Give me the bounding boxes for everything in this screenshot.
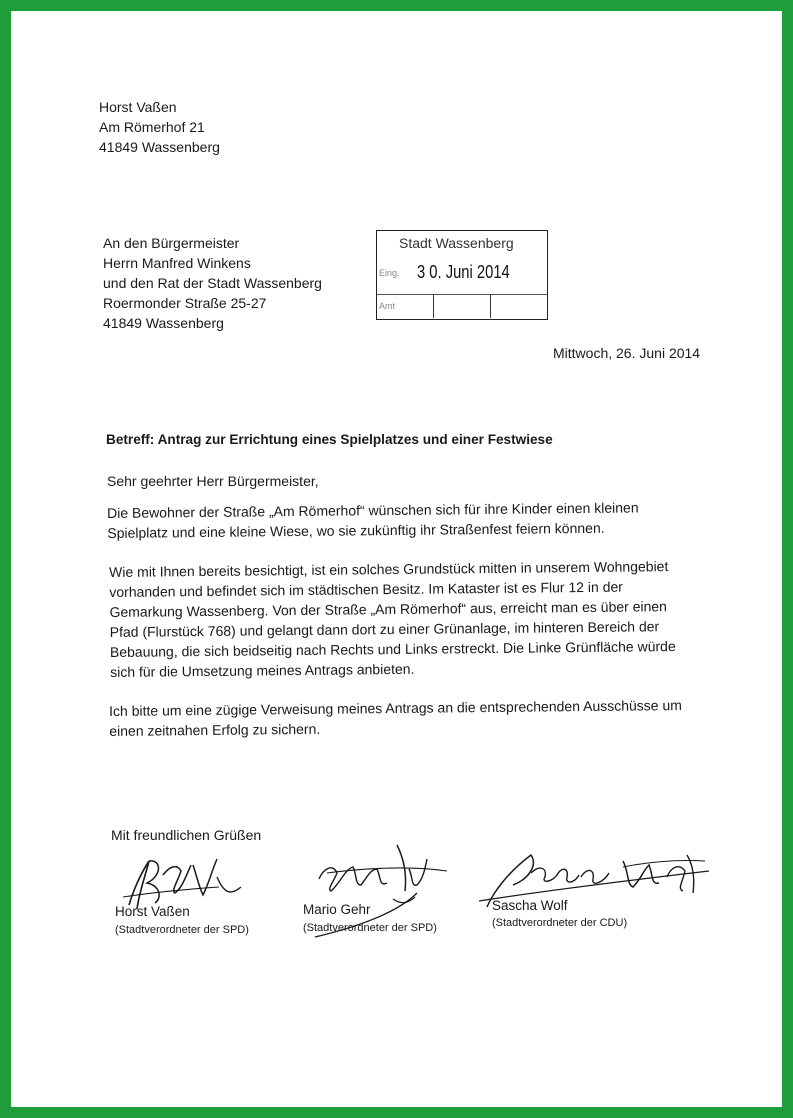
paragraph-line: Gemarkung Wassenberg. Von der Straße „Am Römerhof“ aus, erreicht man es über einen xyxy=(109,598,667,620)
paragraph-line: Bebauung, die sich beidseitig nach Rechts und Links erstreckt. Die Linke Grünfläche würde xyxy=(109,638,676,660)
stamp-city: Stadt Wassenberg xyxy=(399,235,514,251)
salutation: Sehr geehrter Herr Bürgermeister, xyxy=(107,473,319,489)
recipient-line: Herrn Manfred Winkens xyxy=(103,255,251,271)
sender-street: Am Römerhof 21 xyxy=(99,119,205,135)
paragraph-line: Die Bewohner der Straße „Am Römerhof“ wünschen sich für ihre Kinder einen kleinen xyxy=(107,499,639,521)
paragraph-3 xyxy=(109,695,682,741)
recipient-address xyxy=(103,233,322,333)
receipt-stamp xyxy=(376,230,548,320)
signer-name: Sascha Wolf xyxy=(492,898,568,913)
letter-date: Mittwoch, 26. Juni 2014 xyxy=(553,345,701,361)
stamp-date: 3 0. Juni 2014 xyxy=(417,262,510,282)
paragraph-2 xyxy=(109,556,676,682)
paragraph-1 xyxy=(107,497,639,543)
paragraph-line: Spielplatz und eine kleine Wiese, wo sie zukünftig ihr Straßenfest feiern können. xyxy=(107,519,605,541)
signer-role: (Stadtverordneter der CDU) xyxy=(492,917,628,929)
paragraph-line: Ich bitte um eine zügige Verweisung meines Antrags an die entsprechenden Ausschüsse um xyxy=(109,697,682,719)
paragraph-line: einen zeitnahen Erfolg zu sichern. xyxy=(109,720,321,739)
signer-role: (Stadtverordneter der SPD) xyxy=(115,924,249,936)
signer-role: (Stadtverordneter der SPD) xyxy=(303,922,437,934)
stamp-divider xyxy=(433,294,434,318)
paragraph-line: Wie mit Ihnen bereits besichtigt, ist ein solches Grundstück mitten in unserem Wohngebiet xyxy=(109,558,669,580)
stamp-eing-label: Eing. xyxy=(379,268,400,278)
sender-city: 41849 Wassenberg xyxy=(99,139,220,155)
stamp-amt-label: Amt xyxy=(379,301,396,311)
paragraph-line: vorhanden und befindet sich im städtischen Besitz. Im Kataster ist es Flur 12 in der xyxy=(109,578,623,600)
signer-name: Mario Gehr xyxy=(303,902,371,917)
closing: Mit freundlichen Grüßen xyxy=(111,827,262,843)
sender-address xyxy=(99,97,220,157)
letter-page xyxy=(11,11,782,1107)
stamp-divider xyxy=(377,294,547,295)
recipient-line: An den Bürgermeister xyxy=(103,235,240,251)
stamp-divider xyxy=(490,294,491,318)
signer-name: Horst Vaßen xyxy=(115,904,190,919)
recipient-line: und den Rat der Stadt Wassenberg xyxy=(103,275,322,291)
subject-line: Betreff: Antrag zur Errichtung eines Spielplatzes und einer Festwiese xyxy=(106,432,553,447)
sender-name: Horst Vaßen xyxy=(99,99,177,115)
recipient-line: 41849 Wassenberg xyxy=(103,315,224,331)
recipient-line: Roermonder Straße 25-27 xyxy=(103,295,267,311)
paragraph-line: sich für die Umsetzung meines Antrags anbieten. xyxy=(110,660,415,680)
paragraph-line: Pfad (Flurstück 768) und gelangt dann dort zu einer Grünanlage, im hinteren Bereich der xyxy=(109,618,660,640)
